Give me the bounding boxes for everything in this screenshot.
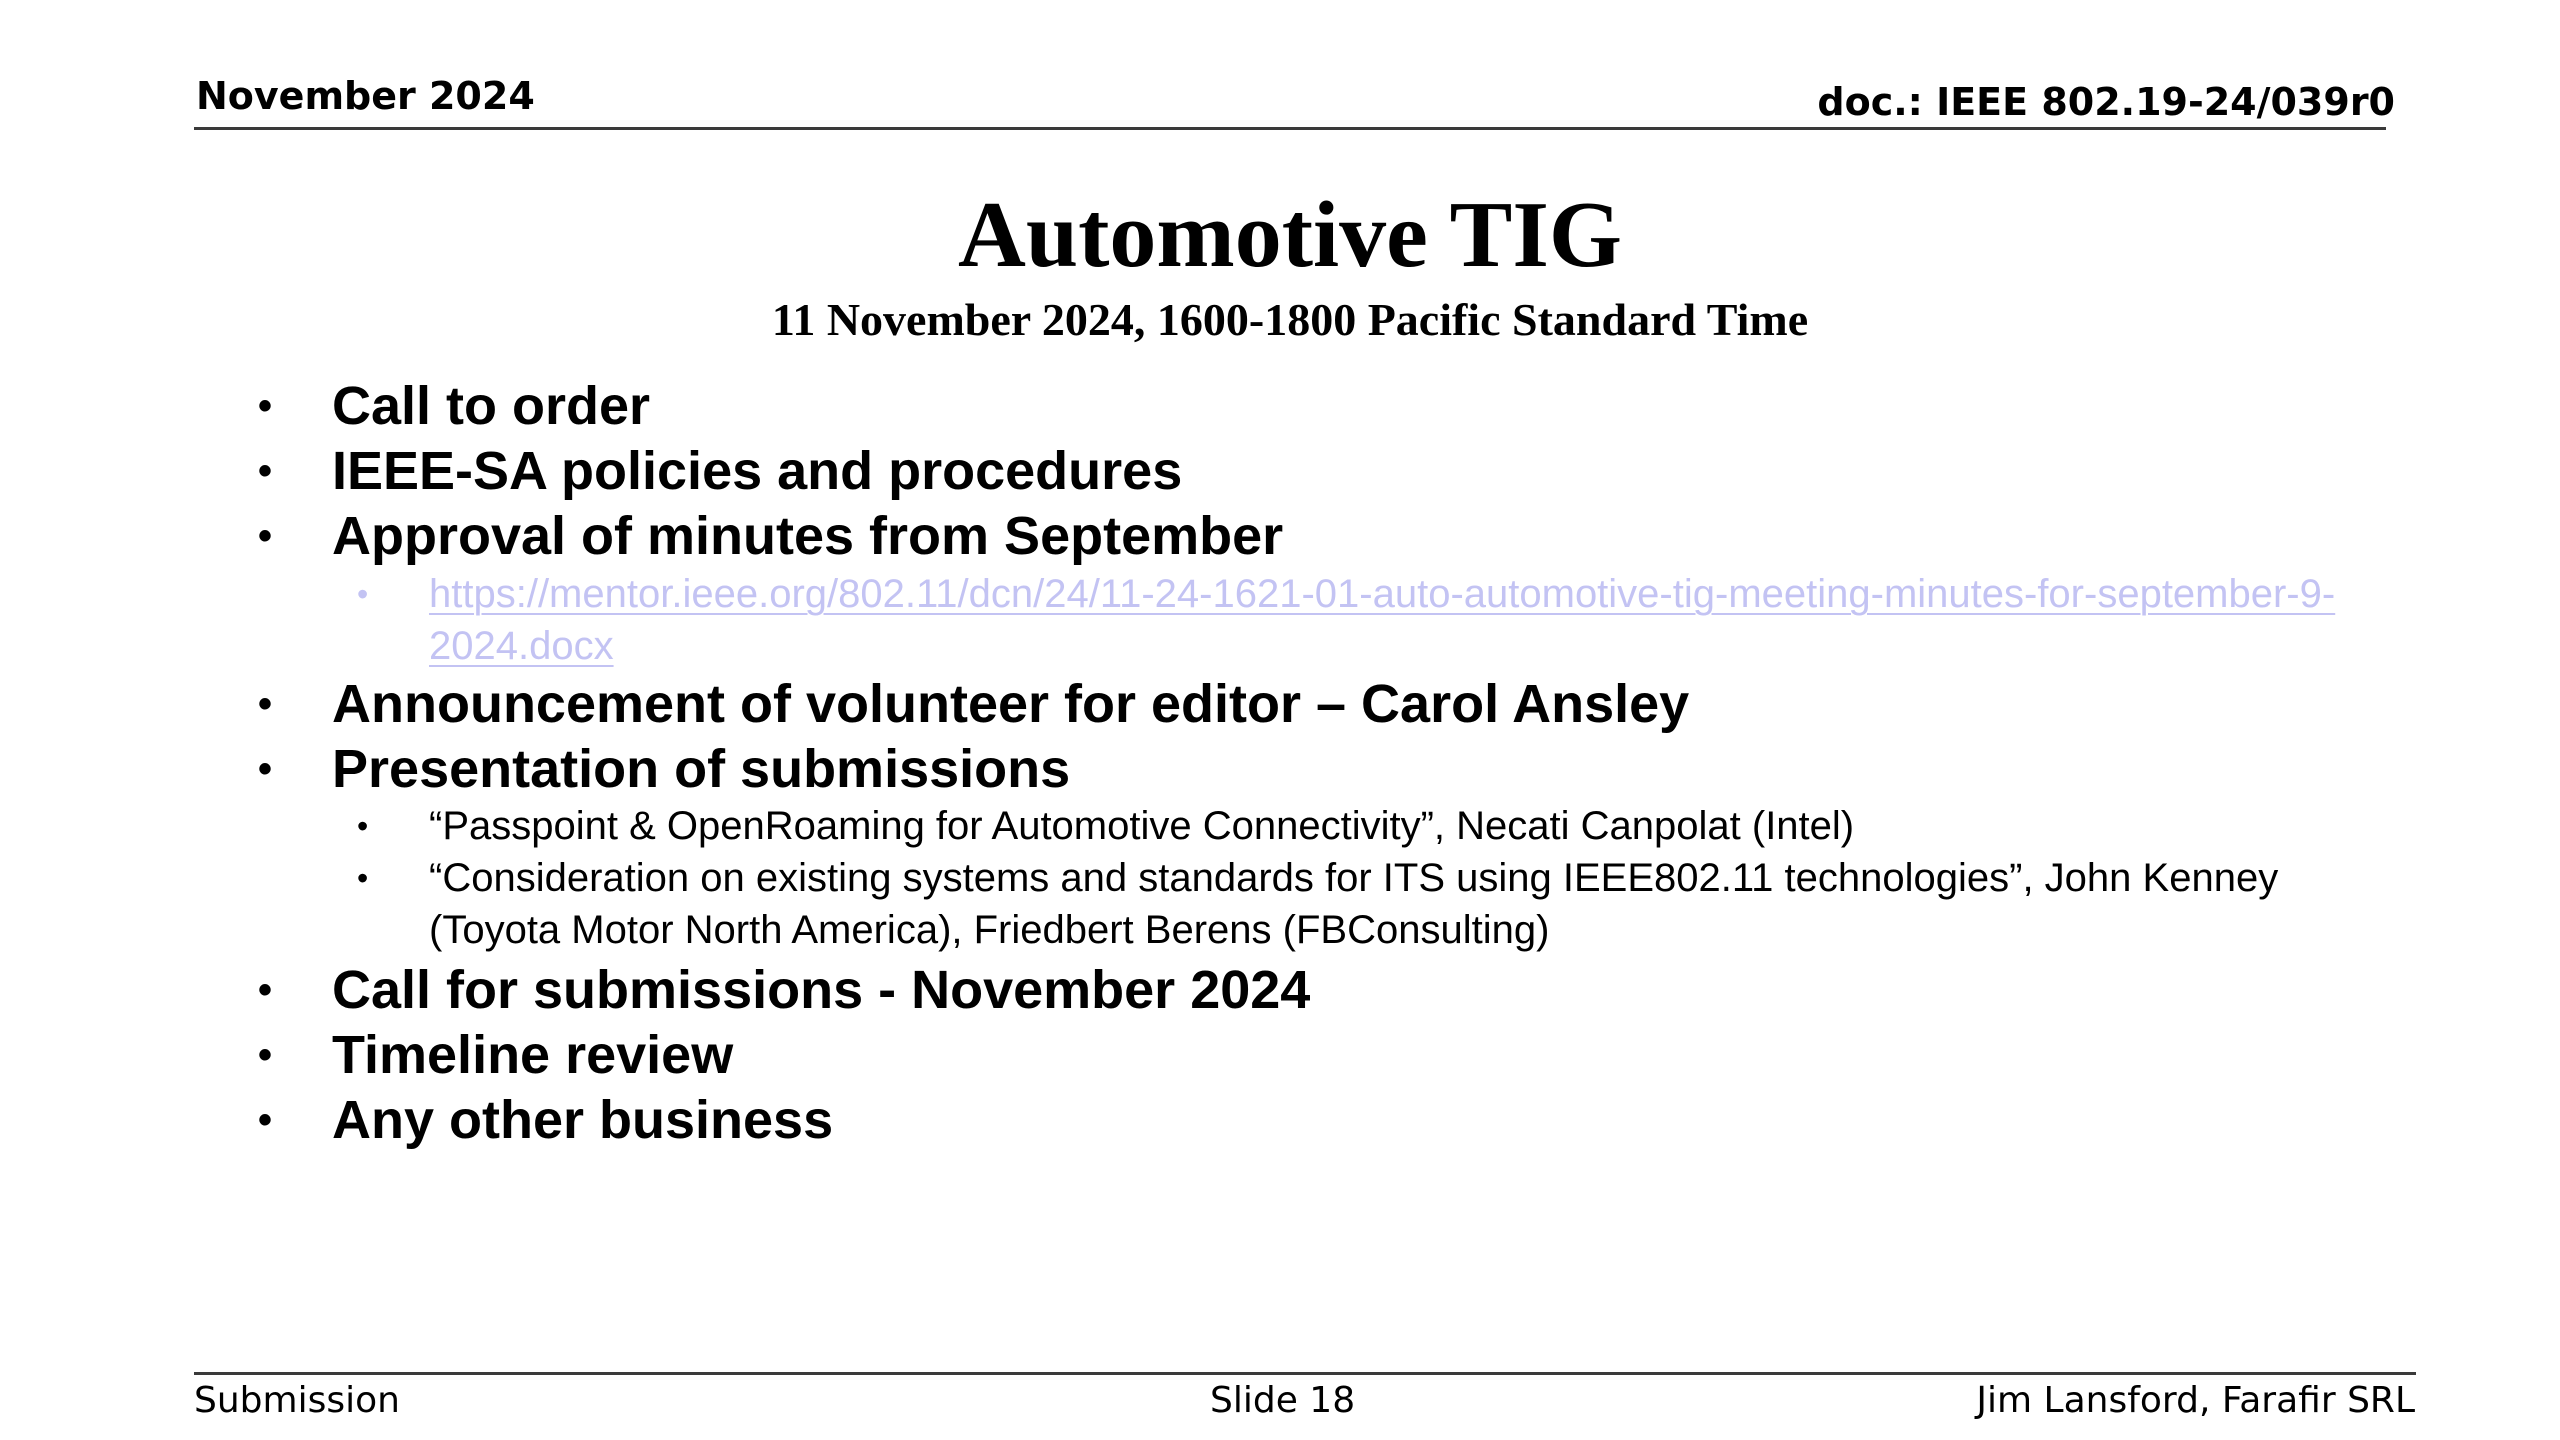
bullet-icon: •	[357, 808, 369, 844]
agenda-item-other-business	[258, 1088, 834, 1152]
agenda-item-call-for-submissions	[258, 958, 1311, 1022]
agenda-item-label: IEEE-SA policies and procedures	[332, 441, 1183, 501]
bullet-icon: •	[258, 449, 273, 493]
agenda-item-label: Approval of minutes from September	[332, 506, 1284, 566]
minutes-link[interactable]	[357, 568, 2349, 672]
agenda-item-label: Any other business	[332, 1090, 834, 1150]
agenda-item-label: Presentation of submissions	[332, 739, 1071, 799]
footer-submission: Submission	[194, 1380, 400, 1421]
bullet-icon: •	[258, 1033, 273, 1077]
bullet-icon: •	[258, 514, 273, 558]
submission-item-label: “Consideration on existing systems and standards for ITS using IEEE802.11 technologies”, John Kenney (Toyota Motor North America), Friedbert Berens (FBConsulting)	[429, 856, 2279, 952]
header-date: November 2024	[196, 74, 535, 118]
bullet-icon: •	[258, 1098, 273, 1142]
bullet-icon: •	[258, 747, 273, 791]
agenda-item-label: Timeline review	[332, 1025, 734, 1085]
submission-item-label: “Passpoint & OpenRoaming for Automotive Connectivity”, Necati Canpolat (Intel)	[429, 804, 1855, 848]
footer-divider	[194, 1372, 2416, 1375]
agenda-item-approval-minutes	[258, 504, 1284, 568]
agenda-item-policies	[258, 439, 1183, 503]
bullet-icon: •	[258, 384, 273, 428]
agenda-item-presentation	[258, 737, 1071, 801]
agenda-item-label: Call to order	[332, 376, 651, 436]
bullet-icon: •	[357, 576, 369, 612]
submission-item-its	[357, 852, 2319, 956]
agenda-item-label: Announcement of volunteer for editor – Carol Ansley	[332, 674, 1690, 734]
bullet-icon: •	[258, 968, 273, 1012]
agenda-item-call-to-order	[258, 374, 651, 438]
header-doc-number: doc.: IEEE 802.19-24/039r0	[1817, 80, 2395, 124]
slide-title: Automotive TIG	[957, 183, 1623, 287]
footer-slide-number: Slide 18	[1210, 1380, 1356, 1421]
footer-author: Jim Lansford, Farafir SRL	[1976, 1380, 2415, 1421]
agenda-item-editor-announcement	[258, 672, 1690, 736]
agenda-item-label: Call for submissions - November 2024	[332, 960, 1311, 1020]
agenda-item-timeline	[258, 1023, 734, 1087]
minutes-link-text[interactable]: https://mentor.ieee.org/802.11/dcn/24/11-24-1621-01-auto-automotive-tig-meeting-minutes-for-september-9-2024.docx	[429, 572, 2336, 668]
header-divider	[194, 127, 2386, 130]
bullet-icon: •	[258, 682, 273, 726]
bullet-icon: •	[357, 860, 369, 896]
submission-item-passpoint	[357, 800, 2329, 852]
slide-subtitle: 11 November 2024, 1600-1800 Pacific Standard Time	[771, 294, 1809, 345]
